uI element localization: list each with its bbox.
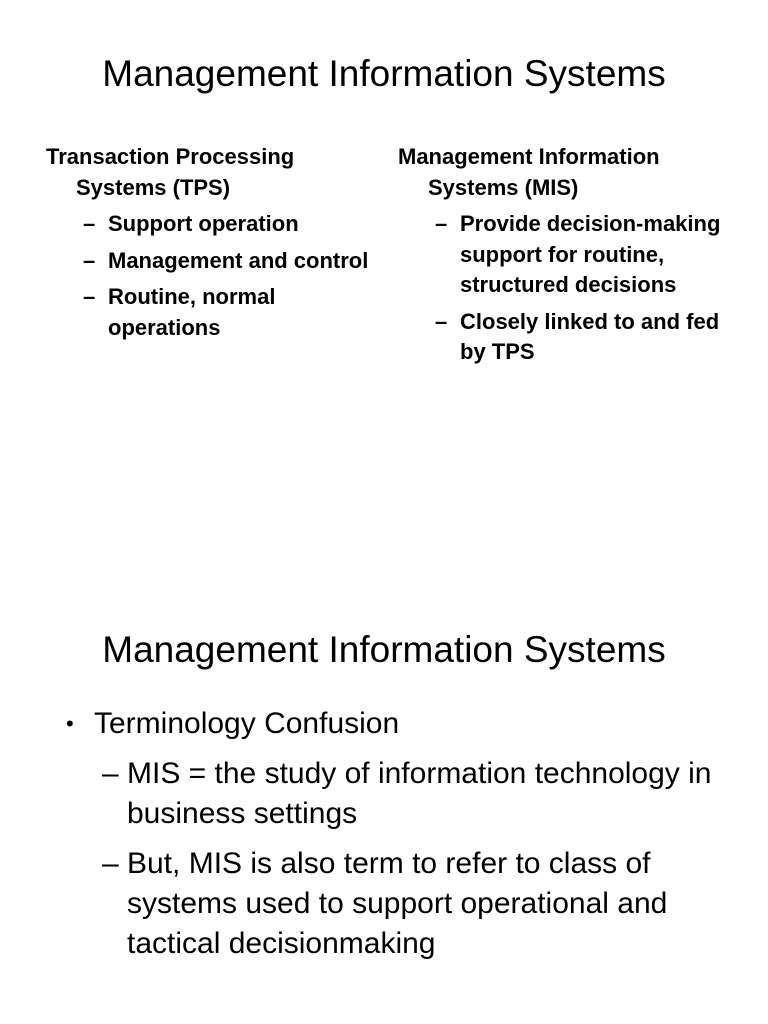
mis-column	[398, 142, 738, 368]
dash-icon: –	[435, 211, 448, 236]
sub-bullet	[66, 754, 738, 834]
tps-item-text: Support operation	[108, 211, 299, 236]
slide-2-title: Management Information Systems	[102, 629, 666, 670]
dash-icon: –	[435, 308, 448, 334]
dash-icon: –	[102, 757, 119, 790]
bullet-list	[66, 704, 738, 964]
tps-item	[46, 282, 376, 343]
sub-bullet-text: But, MIS is also term to refer to class of systems used to support operational and tactical decisionmaking	[127, 847, 668, 960]
sub-bullet-text: MIS = the study of information technology in business settings	[127, 757, 712, 830]
bullet-icon: •	[66, 711, 74, 736]
tps-item-text: Routine, normal operations	[108, 284, 276, 340]
mis-item	[398, 307, 738, 368]
tps-column	[46, 142, 376, 343]
dash-icon: –	[102, 847, 119, 880]
mis-item	[398, 209, 738, 301]
bullet-text: Terminology Confusion	[94, 707, 400, 740]
mis-item-text: Closely linked to and fed by TPS	[460, 308, 720, 364]
sub-bullet	[66, 844, 738, 964]
dash-icon: –	[83, 284, 96, 309]
tps-heading: Transaction Processing Systems (TPS)	[46, 144, 295, 200]
mis-heading: Management Information Systems (MIS)	[398, 144, 660, 200]
tps-item-text: Management and control	[108, 247, 369, 273]
tps-item	[46, 209, 376, 240]
dash-icon: –	[83, 247, 96, 273]
mis-item-text: Provide decision-making support for routine, structured decisions	[460, 211, 721, 297]
slide-1-title: Management Information Systems	[102, 53, 666, 94]
dash-icon: –	[83, 211, 96, 236]
tps-item	[46, 246, 376, 277]
slide-2	[0, 512, 768, 1024]
